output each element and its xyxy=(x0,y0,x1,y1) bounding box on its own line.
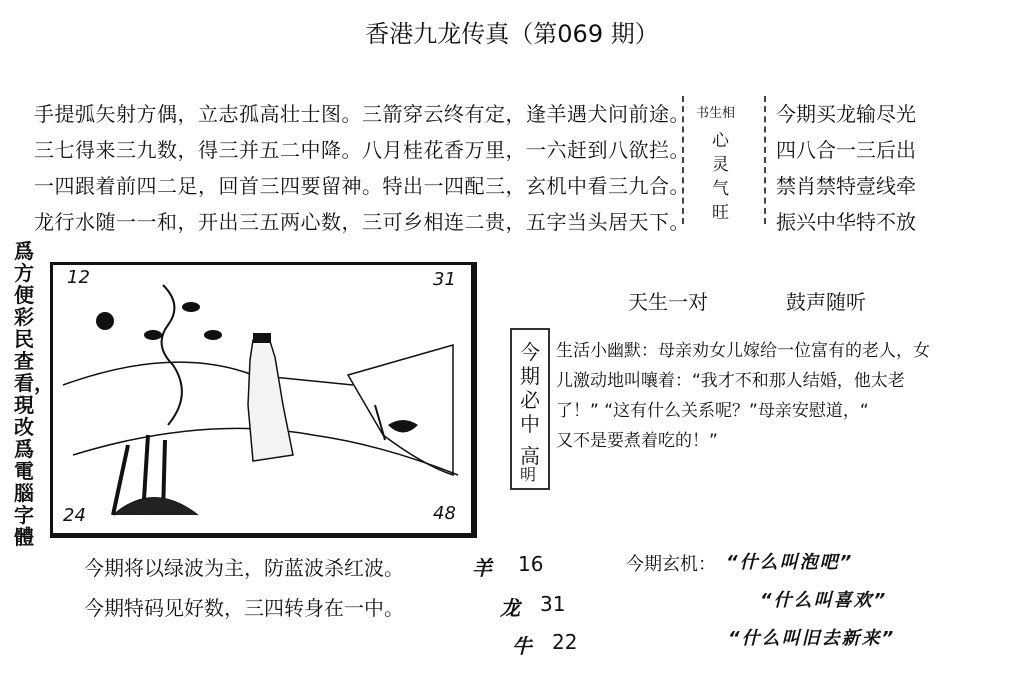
joke-line-4: 又不是要煮着吃的！” xyxy=(556,431,718,451)
zodiac-number: 22 xyxy=(552,630,578,654)
banner-flag xyxy=(348,345,453,475)
mystery-quote-3: “什么叫旧去新来” xyxy=(728,628,896,649)
left-vertical-notice: 爲方便彩民查看，現改爲電腦字體 xyxy=(14,239,54,549)
joke-line-2: 儿激动地叫嚷着：“我才不和那人结婚，他太老 xyxy=(556,371,905,391)
zodiac-number: 31 xyxy=(540,592,566,616)
joke-line-3: 了！” “这有什么关系呢？”母亲安慰道，“ xyxy=(556,401,869,421)
vertical-hint-head: 书生相 xyxy=(696,106,736,121)
must-hit-box xyxy=(510,328,550,490)
leaf xyxy=(144,330,162,340)
verse-line-3: 一四跟着前四二足，回首三四要留神。特出一四配三，玄机中看三九合。 xyxy=(34,174,690,198)
zodiac-number: 16 xyxy=(518,552,544,576)
vertical-hint-char: 旺 xyxy=(712,203,729,223)
corner-number-top-left: 12 xyxy=(67,267,90,288)
page-title: 香港九龙传真（第069 期） xyxy=(365,20,659,48)
must-hit-char: 明 xyxy=(520,465,537,484)
leaf xyxy=(182,302,200,312)
mystery-label: 今期玄机： xyxy=(626,554,716,575)
leaf xyxy=(204,330,222,340)
vertical-hint-char: 灵 xyxy=(712,155,729,175)
zodiac-sheep: 羊 xyxy=(472,556,492,580)
moon-icon xyxy=(96,312,114,330)
vine-stem xyxy=(162,285,182,425)
flower-cluster xyxy=(388,420,418,433)
verse-line-2: 三七得来三九数，得三并五二中降。八月桂花香万里，一六赶到八欲拦。 xyxy=(34,138,690,162)
joke-line-1: 生活小幽默：母亲劝女儿嫁给一位富有的老人，女 xyxy=(556,341,930,361)
pair-phrase-2: 鼓声随听 xyxy=(786,290,866,314)
mystery-quote-2: “什么叫喜欢” xyxy=(760,590,888,611)
verse-line-1: 手提弧矢射方偶，立志孤高壮士图。三箭穿云终有定，逢羊遇犬问前途。 xyxy=(34,102,690,126)
scholar-hat xyxy=(253,333,271,343)
pair-phrase-1: 天生一对 xyxy=(628,290,708,314)
ink-illustration xyxy=(53,265,471,533)
vertical-hint-char: 心 xyxy=(712,131,729,151)
zodiac-dragon: 龙 xyxy=(500,596,520,620)
wave-hint: 今期将以绿波为主，防蓝波杀红波。 xyxy=(84,556,404,580)
must-hit-char: 必 xyxy=(520,388,540,412)
verse-line-4: 龙行水随一一和，开出三五两心数，三可乡相连二贵，五字当头居天下。 xyxy=(34,210,690,234)
illustration-frame xyxy=(50,262,477,538)
right-line-3: 禁肖禁特壹线牵 xyxy=(776,174,916,198)
vertical-hint-char: 气 xyxy=(712,179,729,199)
must-hit-char: 高 xyxy=(520,444,540,468)
right-line-1: 今期买龙输尽光 xyxy=(776,102,916,126)
zodiac-ox: 牛 xyxy=(512,634,532,658)
corner-number-bottom-left: 24 xyxy=(63,505,86,526)
must-hit-char: 中 xyxy=(520,412,540,436)
right-line-2: 四八合一三后出 xyxy=(776,138,916,162)
mystery-quote-1: “什么叫泡吧” xyxy=(726,552,854,573)
bush xyxy=(113,498,198,516)
scholar-figure xyxy=(248,335,293,461)
corner-number-top-right: 31 xyxy=(433,269,456,290)
must-hit-char: 今 xyxy=(520,340,540,364)
corner-number-bottom-right: 48 xyxy=(433,503,456,524)
right-line-4: 振兴中华特不放 xyxy=(776,210,916,234)
vertical-hint-box xyxy=(682,96,766,224)
special-hint: 今期特码见好数，三四转身在一中。 xyxy=(84,596,404,620)
horizon-line xyxy=(63,362,353,385)
must-hit-char: 期 xyxy=(520,364,540,388)
